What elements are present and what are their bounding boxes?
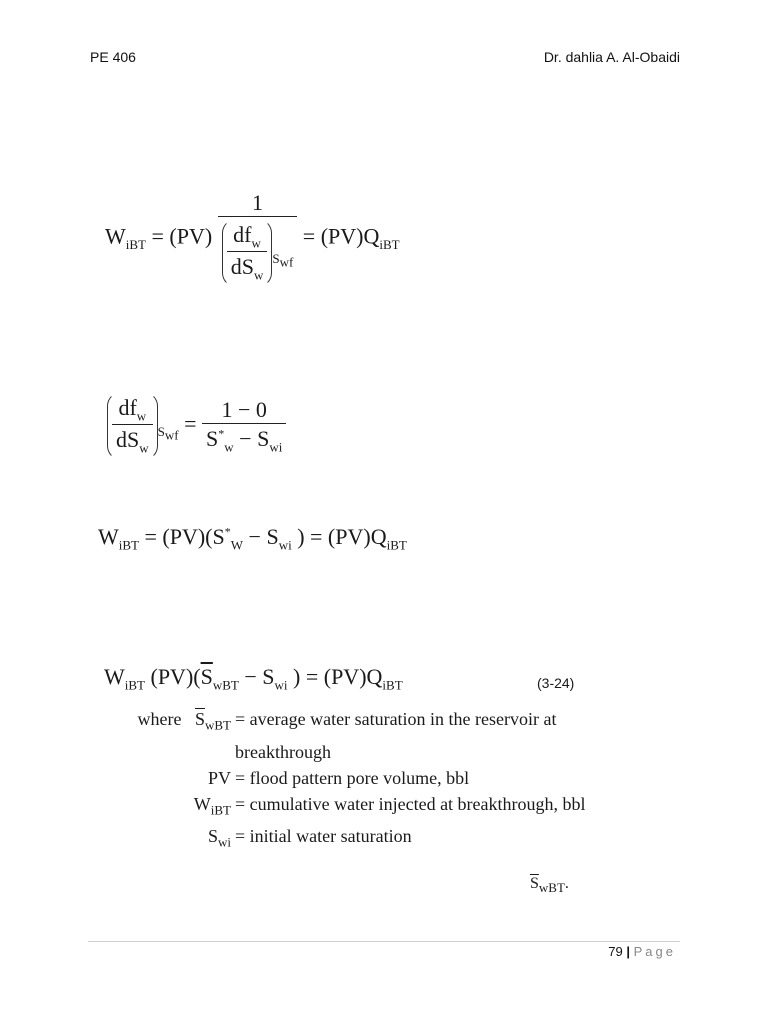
equation-1: $W_{iBT} = (PV)$ 1 $\frac{df_w}{dS_w}$ $_{S_{wf}}$ = $(PV)Q_{iBT}$: [105, 190, 400, 287]
definition-text: = average water saturation in the reservoir at: [235, 709, 557, 729]
equation-3: $W_{iBT} = (PV)(S^*_W - S_{wi}$ ) = $(PV)Q_{iBT}$: [98, 524, 407, 553]
eq1-fraction: 1 $\frac{df_w}{dS_w}$ $_{S_{wf}}$: [218, 190, 298, 287]
definition-text: breakthrough: [235, 741, 331, 762]
definition-text: = flood pattern pore volume, bbl: [235, 767, 470, 788]
course-code: PE 406: [90, 49, 136, 65]
equation-number: (3-24): [537, 675, 575, 691]
definition-text: = initial water saturation: [235, 826, 412, 847]
page-footer: 79 | Page: [608, 944, 676, 959]
where-label: where: [137, 709, 182, 729]
definitions-block: where $\overline{S}_{wBT}$ = average water saturation in the reservoir at breakthrough PV = flood pattern pore volume, bbl $W_{iBT}$ = cumulative water injected at breakthrough, bbl $S_{wi}$ = initial water saturation: [96, 706, 586, 856]
author-name: Dr. dahlia A. Al-Obaidi: [543, 49, 680, 65]
footer-divider: [88, 941, 680, 942]
trailing-symbol: $\overline{S}_{wBT}$.: [530, 875, 569, 896]
definition-text: = cumulative water injected at breakthrough, bbl: [235, 793, 586, 814]
page-number: 79: [608, 944, 623, 959]
equation-4: $W_{iBT}$ $(PV)(\overline{S}_{wBT} - S_{wi}$ ) = $(PV)Q_{iBT}$: [104, 664, 403, 693]
page-word: Page: [633, 944, 676, 959]
equation-2: $\frac{df_w}{dS_w}$ $_{S_{wf}}$ = $\frac{1 - 0}{S^*_w - S_{wi}}$: [107, 392, 286, 460]
